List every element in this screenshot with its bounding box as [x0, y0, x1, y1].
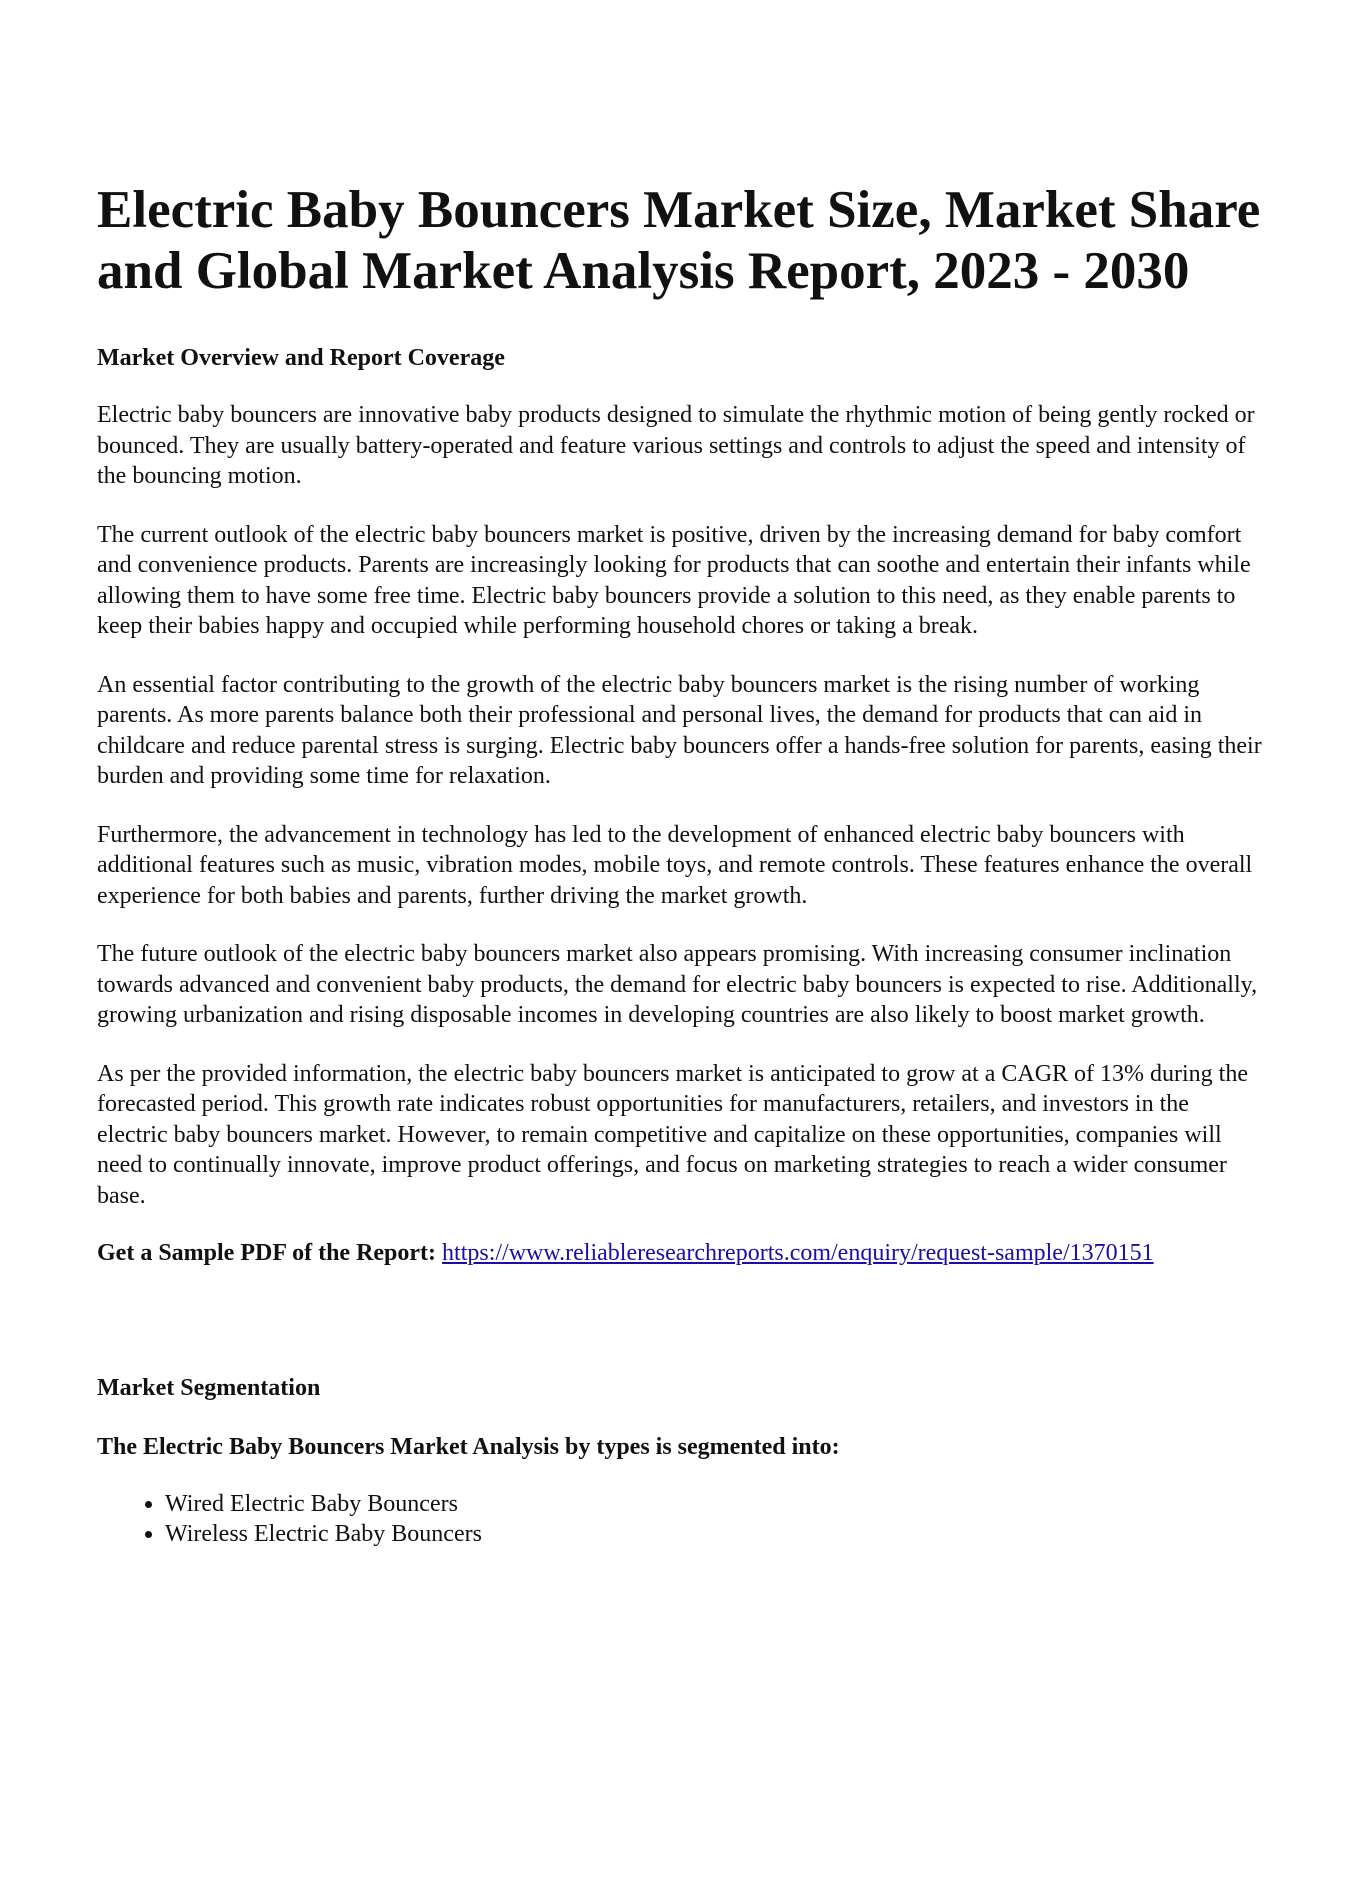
paragraph: The current outlook of the electric baby bouncers market is positive, driven by the increasing demand for baby comfort and convenience products. Parents are increasingly looking for products that can soothe and entertain their infants while allowing them to have some free time. Electric baby bouncers provide a solution to this need, as they enable parents to keep their babies happy and occupied while performing household chores or taking a break. [97, 521, 1251, 639]
sample-pdf-line [97, 1238, 1265, 1269]
types-heading: The Electric Baby Bouncers Market Analysis by types is segmented into: [97, 1433, 840, 1460]
list-item: • Wired Electric Baby Bouncers [165, 1489, 1265, 1520]
paragraph: An essential factor contributing to the growth of the electric baby bouncers market is the rising number of working parents. As more parents balance both their professional and personal lives, the demand for products that can aid in childcare and reduce parental stress is surging. Electric baby bouncers offer a hands-free solution for parents, easing their burden and providing some time for relaxation. [97, 671, 1262, 789]
list-item: • Wireless Electric Baby Bouncers [165, 1519, 1265, 1550]
paragraph: Electric baby bouncers are innovative baby products designed to simulate the rhythmic motion of being gently rocked or bounced. They are usually battery-operated and feature various settings and controls to adjust the speed and intensity of the bouncing motion. [97, 402, 1255, 489]
spacer [97, 1269, 1265, 1329]
document-page [97, 180, 1265, 1550]
types-list [97, 1489, 1265, 1550]
paragraph: Furthermore, the advancement in technology has led to the development of enhanced electric baby bouncers with additional features such as music, vibration modes, mobile toys, and remote controls. These features enhance the overall experience for both babies and parents, further driving the market growth. [97, 821, 1253, 909]
overview-heading: Market Overview and Report Coverage [97, 345, 505, 371]
sample-pdf-label: Get a Sample PDF of the Report: [97, 1240, 437, 1266]
segmentation-heading: Market Segmentation [97, 1374, 321, 1401]
page-title: Electric Baby Bouncers Market Size, Market Share and Global Market Analysis Report, 2023 - 2030 [97, 181, 1261, 300]
sample-pdf-link[interactable]: https://www.reliableresearchreports.com/enquiry/request-sample/1370151 [442, 1240, 1154, 1266]
paragraph: As per the provided information, the electric baby bouncers market is anticipated to grow at a CAGR of 13% during the forecasted period. This growth rate indicates robust opportunities for manufacturers, retailers, and investors in the electric baby bouncers market. However, to remain competitive and capitalize on these opportunities, companies will need to continually innovate, improve product offerings, and focus on marketing strategies to reach a wider consumer base. [97, 1060, 1249, 1209]
paragraph: The future outlook of the electric baby bouncers market also appears promising. With increasing consumer inclination towards advanced and convenient baby products, the demand for electric baby bouncers is expected to rise. Additionally, growing urbanization and rising disposable incomes in developing countries are also likely to boost market growth. [97, 941, 1258, 1028]
